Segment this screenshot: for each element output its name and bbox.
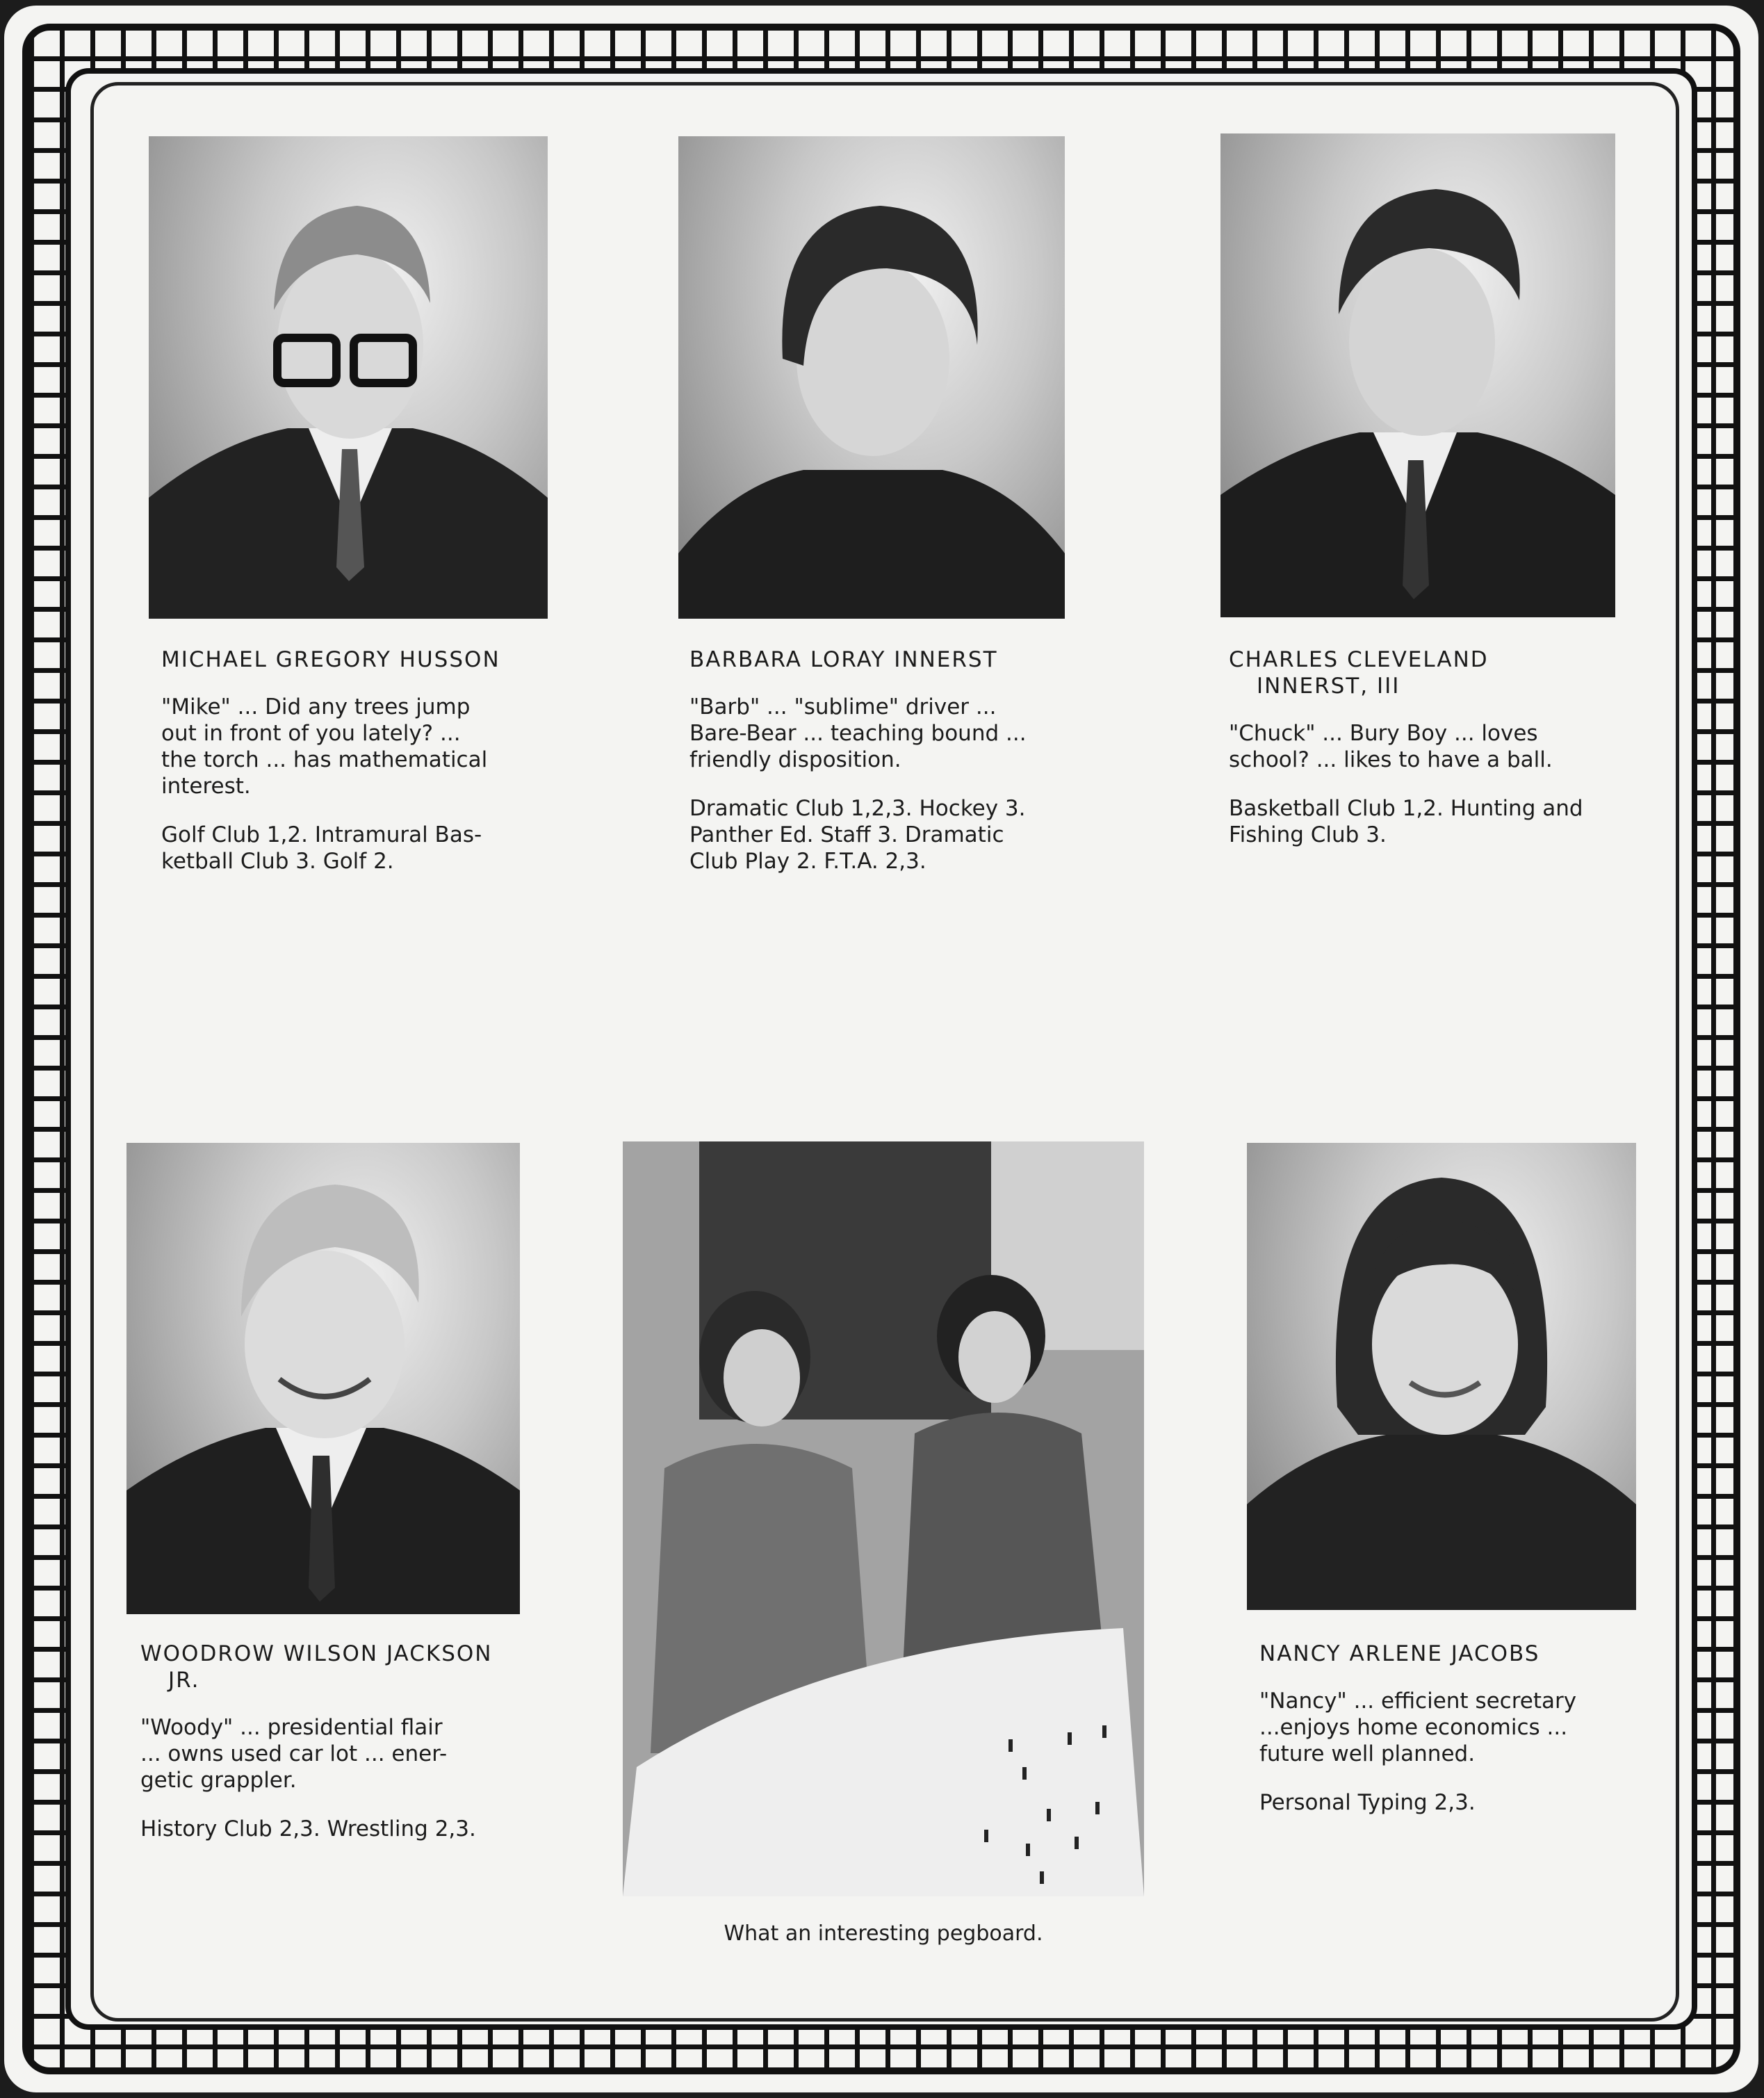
student-quote: "Nancy" ... efficient secretary ...enjoys home economics ... future well planned. — [1259, 1689, 1577, 1766]
student-activities: Personal Typing 2,3. — [1259, 1790, 1476, 1815]
portrait-woodrow-jackson — [126, 1143, 520, 1614]
student-activities: Basketball Club 1,2. Hunting and Fishing Club 3. — [1229, 796, 1583, 847]
bio-nancy-jacobs — [1259, 1641, 1649, 1816]
student-name: BARBARA LORAY INNERST — [689, 647, 998, 672]
student-name: NANCY ARLENE JACOBS — [1259, 1641, 1540, 1666]
student-quote: "Barb" ... "sublime" driver ... Bare-Bear ... teaching bound ... friendly disposition. — [689, 694, 1027, 772]
portrait-barbara-innerst — [678, 136, 1065, 619]
student-activities: Golf Club 1,2. Intramural Bas- ketball Club 3. Golf 2. — [161, 822, 482, 874]
student-activities: History Club 2,3. Wrestling 2,3. — [140, 1816, 476, 1841]
candid-photo-pegboard — [623, 1141, 1144, 1896]
student-name: WOODROW WILSON JACKSON JR. — [140, 1641, 493, 1693]
student-quote: "Woody" ... presidential flair ... owns used car lot ... ener- getic grappler. — [140, 1715, 448, 1793]
bio-woodrow-jackson — [140, 1641, 530, 1842]
bio-michael-husson — [161, 647, 550, 875]
portrait-charles-innerst — [1220, 133, 1615, 617]
student-quote: "Chuck" ... Bury Boy ... loves school? ... likes to have a ball. — [1229, 721, 1553, 772]
candid-caption: What an interesting pegboard. — [724, 1921, 1043, 1946]
portrait-michael-husson — [149, 136, 548, 619]
student-quote: "Mike" ... Did any trees jump out in front of you lately? ... the torch ... has mathematical interest. — [161, 694, 488, 799]
portrait-nancy-jacobs — [1247, 1143, 1636, 1610]
student-name: MICHAEL GREGORY HUSSON — [161, 647, 500, 672]
student-activities: Dramatic Club 1,2,3. Hockey 3. Panther Ed. Staff 3. Dramatic Club Play 2. F.T.A. 2,3. — [689, 796, 1026, 874]
student-name: CHARLES CLEVELAND INNERST, III — [1229, 647, 1489, 699]
bio-barbara-innerst — [689, 647, 1079, 875]
bio-charles-innerst — [1229, 647, 1618, 848]
